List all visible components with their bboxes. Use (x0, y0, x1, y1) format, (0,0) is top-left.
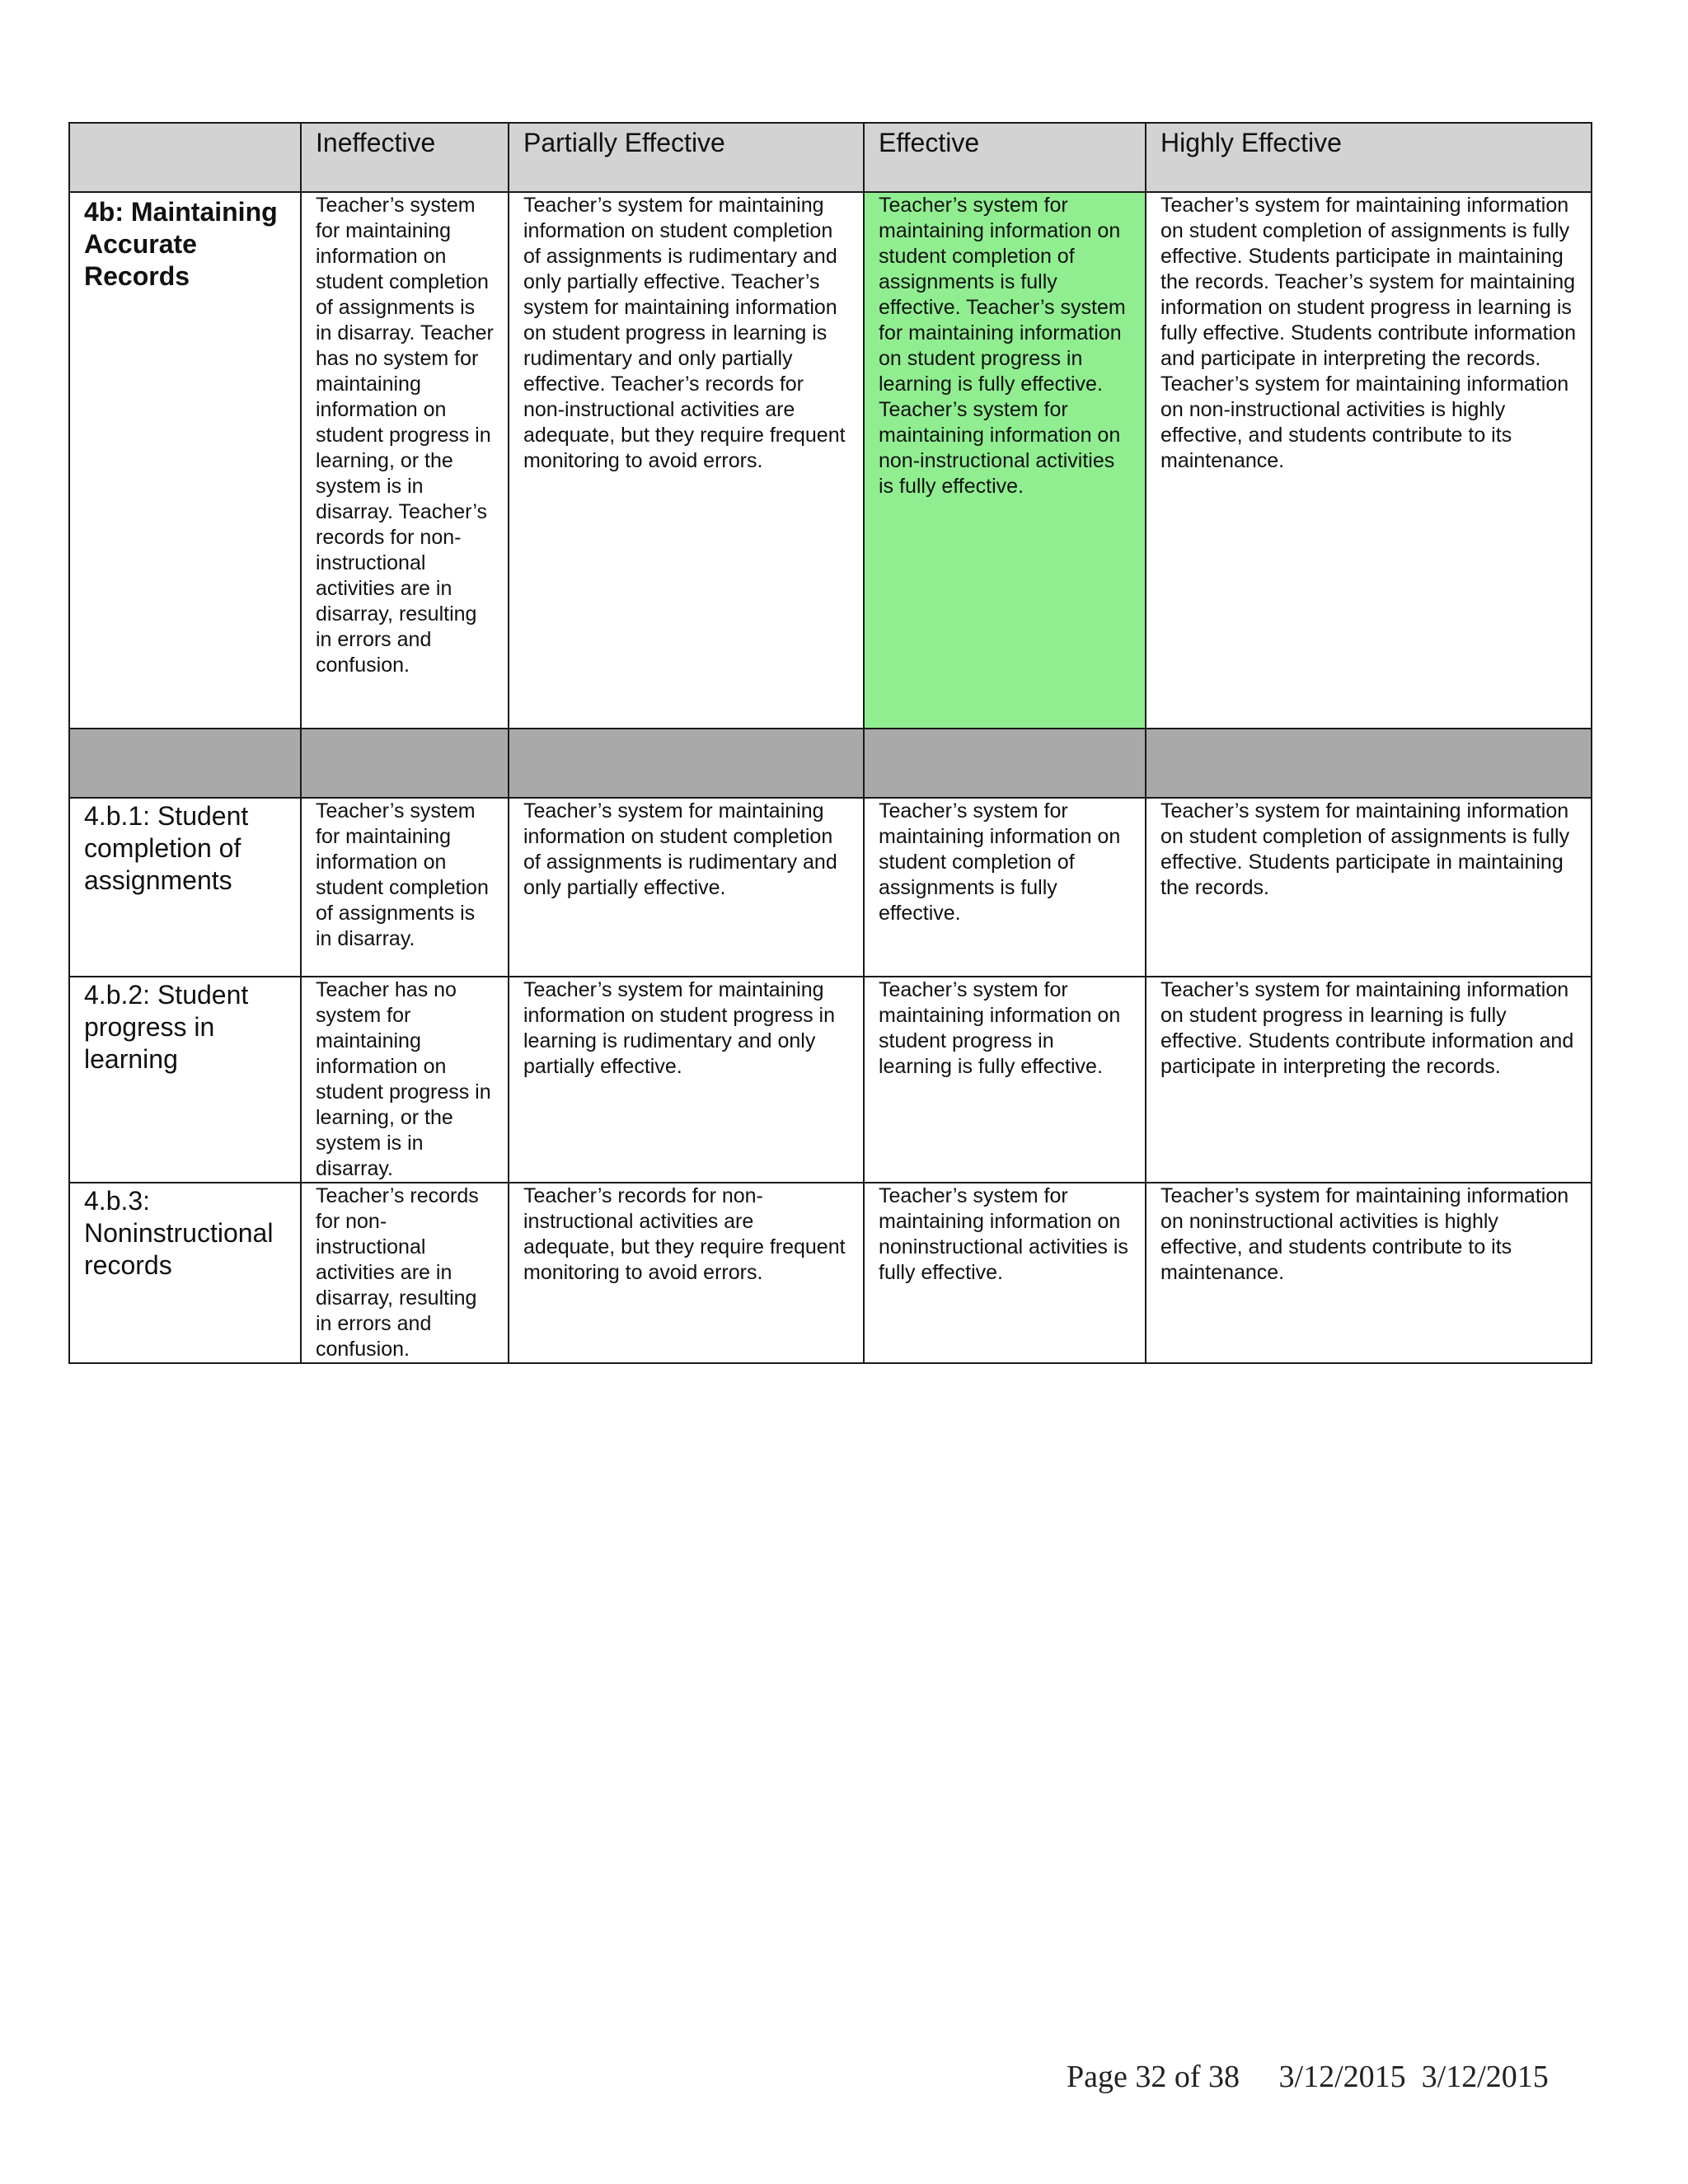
ineffective-cell: Teacher’s system for maintaining information on student completion of assignments is in disarray. (301, 798, 509, 977)
component-label: 4.b.2: Student progress in learning (84, 980, 249, 1074)
separator-cell (864, 729, 1146, 798)
component-label: 4.b.1: Student completion of assignments (84, 801, 249, 895)
component-row-4b1 (69, 798, 1592, 977)
header-highly-effective: Highly Effective (1146, 123, 1592, 192)
separator-cell (69, 729, 301, 798)
partially-effective-cell: Teacher’s system for maintaining information on student progress in learning is rudimentary and only partially effective. (509, 977, 864, 1183)
component-row-4b3 (69, 1183, 1592, 1363)
header-effective: Effective (864, 123, 1146, 192)
component-label-cell (69, 798, 301, 977)
highly-effective-cell: Teacher’s system for maintaining information on noninstructional activities is highly effective, and students contribute to its maintenance. (1146, 1183, 1592, 1363)
separator-row (69, 729, 1592, 798)
highly-effective-cell: Teacher’s system for maintaining information on student completion of assignments is fully effective. Students participate in maintaining the records. (1146, 798, 1592, 977)
effective-cell: Teacher’s system for maintaining information on student completion of assignments is fully effective. (864, 798, 1146, 977)
effective-cell: Teacher’s system for maintaining information on student progress in learning is fully effective. (864, 977, 1146, 1183)
highly-effective-cell: Teacher’s system for maintaining information on student progress in learning is fully effective. Students contribute information and participate in interpreting the records. (1146, 977, 1592, 1183)
separator-cell (509, 729, 864, 798)
page-number: Page 32 of 38 (1067, 2060, 1240, 2094)
footer-date: 3/12/2015 (1278, 2060, 1406, 2094)
effective-cell: Teacher’s system for maintaining information on noninstructional activities is fully effective. (864, 1183, 1146, 1363)
header-ineffective: Ineffective (301, 123, 509, 192)
domain-partially-effective-cell: Teacher’s system for maintaining information on student completion of assignments is rudimentary and only partially effective. Teacher’s system for maintaining information on student progress in learning is rudimentary and only partially effective. Teacher’s records for non-instructional activities are adequate, but they require frequent monitoring to avoid errors. (509, 192, 864, 729)
domain-label-cell (69, 192, 301, 729)
component-label: 4.b.3: Noninstructional records (84, 1186, 274, 1280)
domain-row (69, 192, 1592, 729)
domain-highly-effective-cell: Teacher’s system for maintaining information on student completion of assignments is fully effective. Students participate in maintaining the records. Teacher’s system for maintaining information on student progress in learning is fully effective. Students contribute information and participate in interpreting the records. Teacher’s system for maintaining information on non-instructional activities is highly effective, and students contribute to its maintenance. (1146, 192, 1592, 729)
component-row-4b2 (69, 977, 1592, 1183)
header-partially-effective: Partially Effective (509, 123, 864, 192)
header-row (69, 123, 1592, 192)
footer-date: 3/12/2015 (1421, 2060, 1549, 2094)
ineffective-cell: Teacher’s records for non-instructional activities are in disarray, resulting in errors and confusion. (301, 1183, 509, 1363)
page-footer (1067, 2059, 1549, 2095)
domain-ineffective-cell: Teacher’s system for maintaining information on student completion of assignments is in disarray. Teacher has no system for maintaining information on student progress in learning, or the system is in disarray. Teacher’s records for non-instructional activities are in disarray, resulting in errors and confusion. (301, 192, 509, 729)
rubric-table (68, 122, 1592, 1364)
component-label-cell (69, 1183, 301, 1363)
partially-effective-cell: Teacher’s system for maintaining information on student completion of assignments is rudimentary and only partially effective. (509, 798, 864, 977)
header-empty-cell (69, 123, 301, 192)
domain-title: 4b: Maintaining Accurate Records (84, 197, 278, 291)
ineffective-cell: Teacher has no system for maintaining information on student progress in learning, or the system is in disarray. (301, 977, 509, 1183)
domain-effective-cell-highlighted: Teacher’s system for maintaining information on student completion of assignments is fully effective. Teacher’s system for maintaining information on student progress in learning is fully effective. Teacher’s system for maintaining information on non-instructional activities is fully effective. (864, 192, 1146, 729)
partially-effective-cell: Teacher’s records for non-instructional activities are adequate, but they require frequent monitoring to avoid errors. (509, 1183, 864, 1363)
component-label-cell (69, 977, 301, 1183)
separator-cell (1146, 729, 1592, 798)
separator-cell (301, 729, 509, 798)
